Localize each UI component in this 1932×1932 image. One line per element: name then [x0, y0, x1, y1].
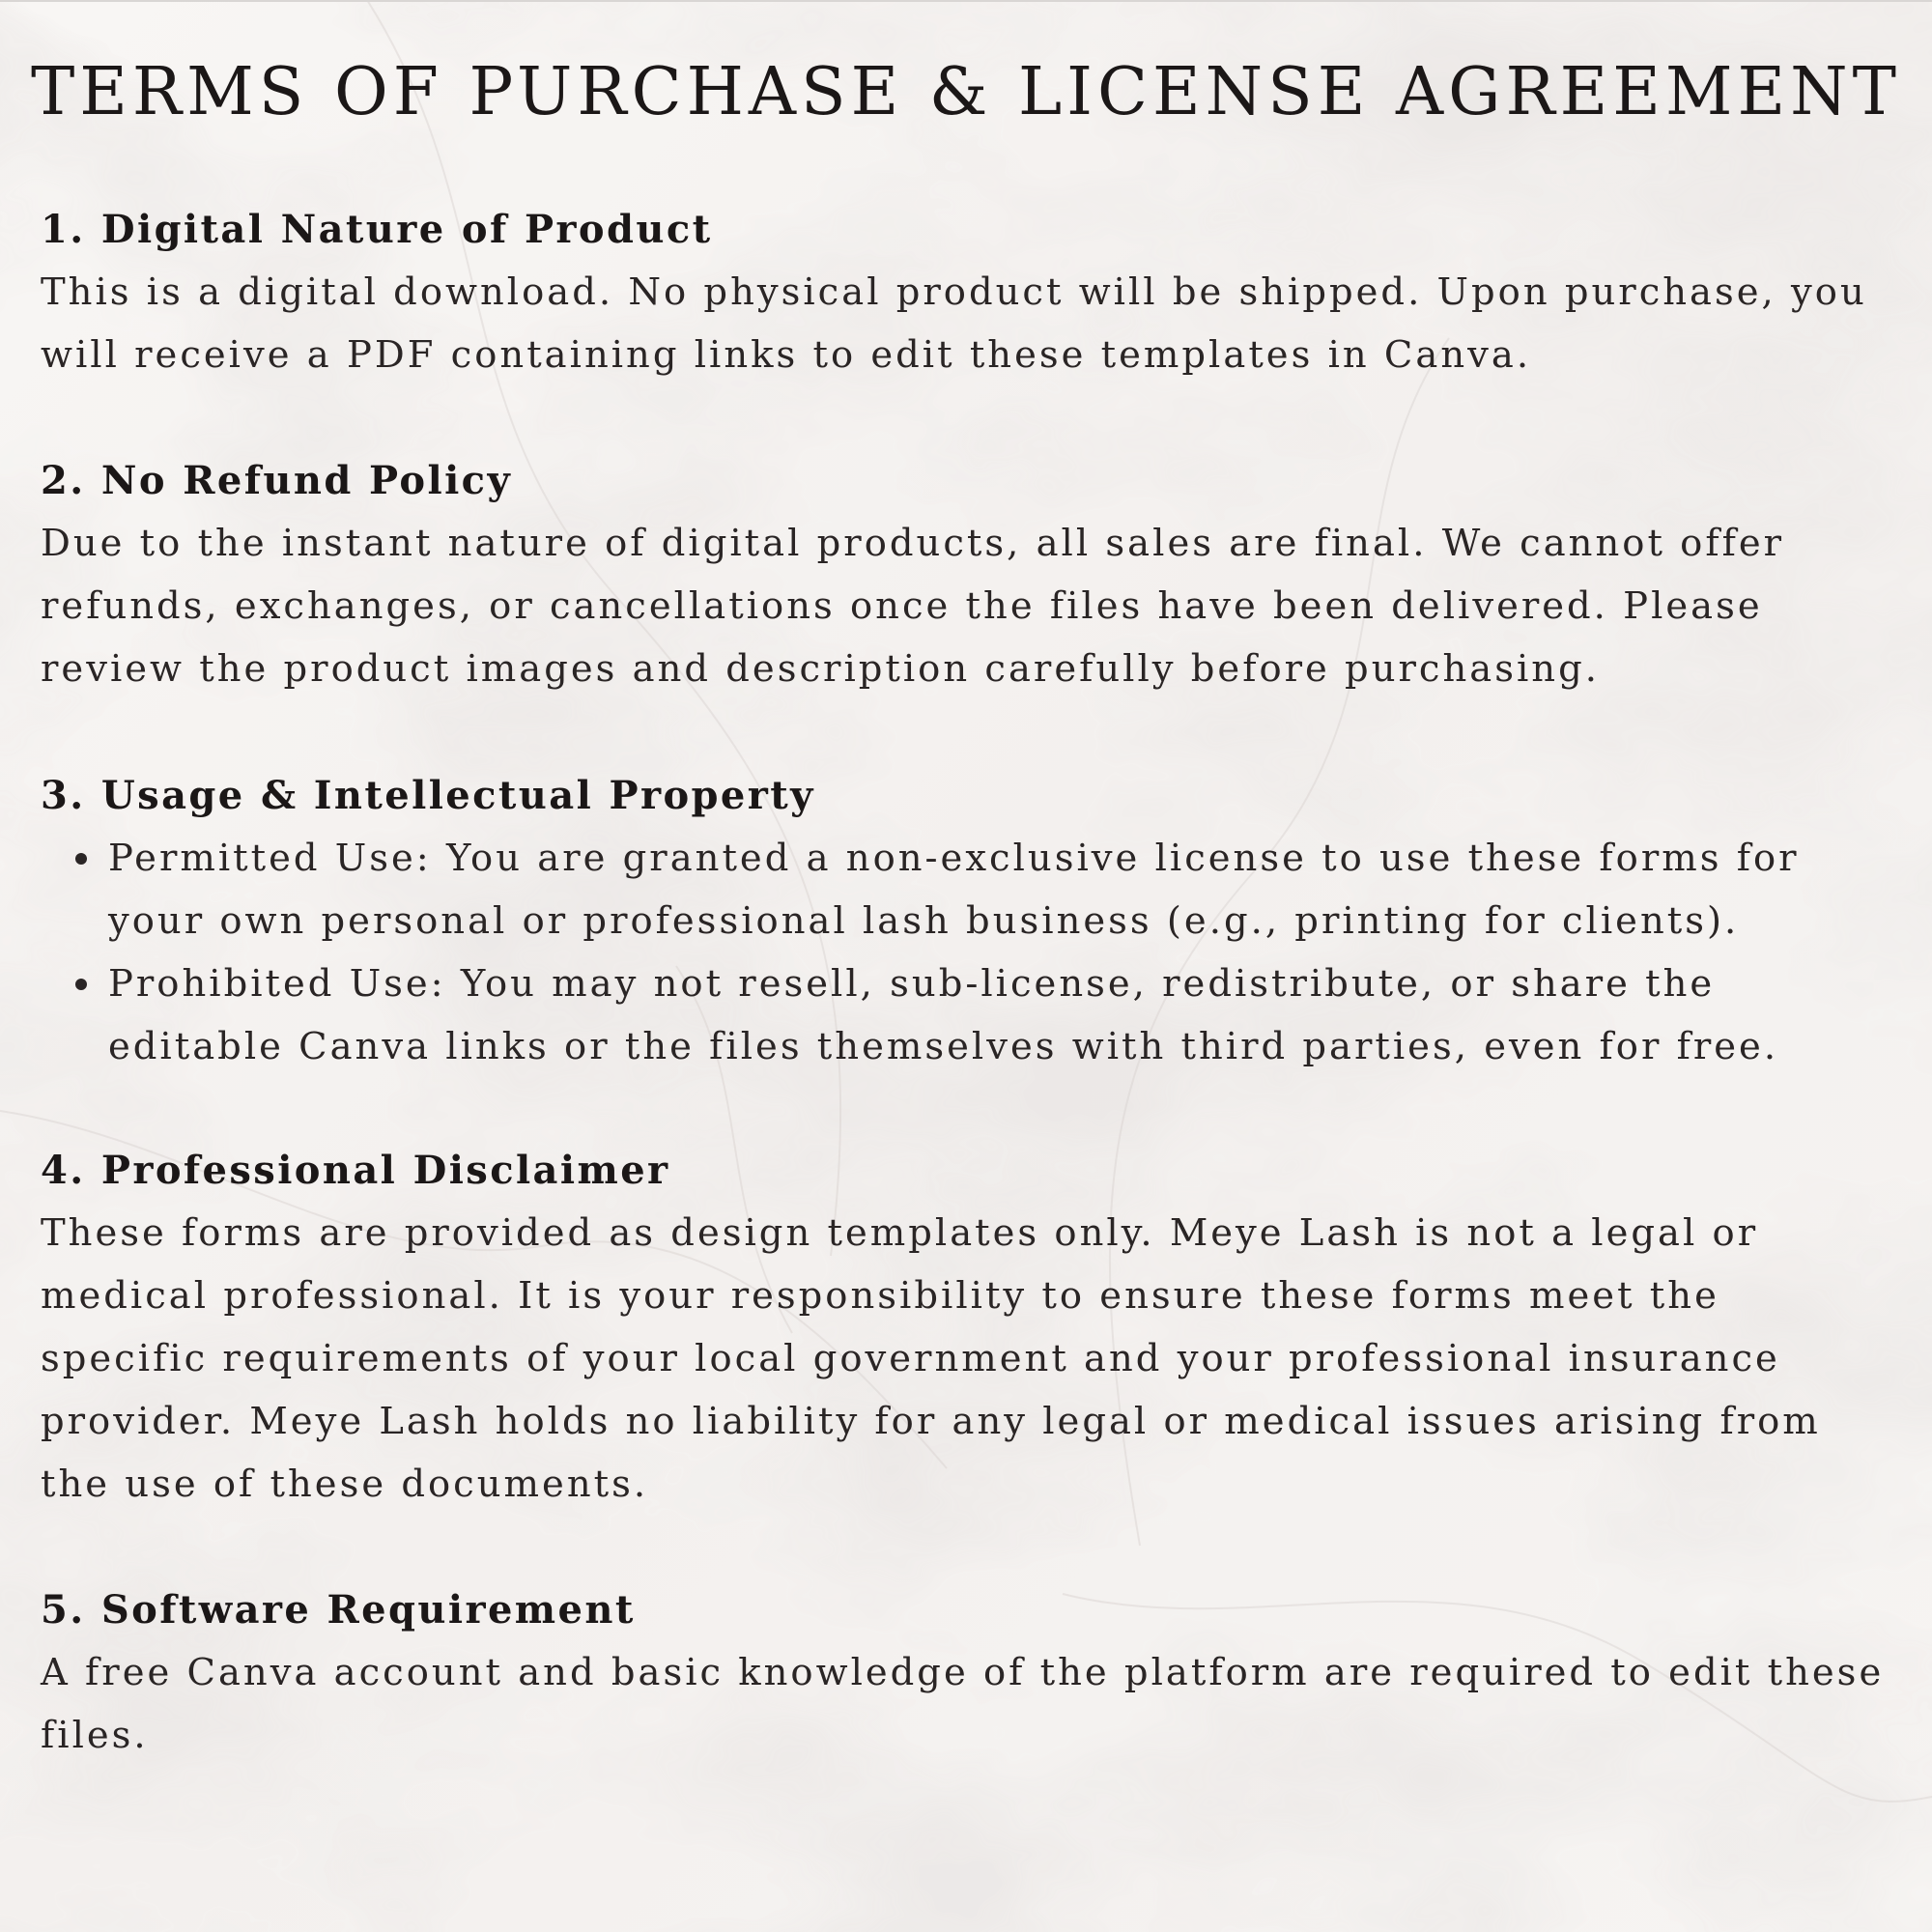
bullet-dot: [75, 979, 87, 990]
section-heading: 4. Professional Disclaimer: [41, 1148, 670, 1193]
section-heading: 5. Software Requirement: [41, 1587, 636, 1633]
page-title: TERMS OF PURCHASE & LICENSE AGREEMENT: [30, 54, 1902, 130]
section-software-requirement: [41, 1578, 1895, 1767]
section-heading: 2. No Refund Policy: [41, 458, 513, 503]
list-item-text: Permitted Use: You are granted a non-exclusive license to use these forms for your own personal or professional lash business (e.g., printing for clients).: [108, 837, 1800, 943]
section-body: This is a digital download. No physical product will be shipped. Upon purchase, you will receive a PDF containing links to edit these templates in Canva.: [41, 270, 1867, 377]
section-no-refund: [41, 449, 1895, 700]
list-item-text: Prohibited Use: You may not resell, sub-license, redistribute, or share the editable Canva links or the files themselves with third parties, even for free.: [108, 962, 1779, 1068]
section-heading: 3. Usage & Intellectual Property: [41, 773, 815, 818]
usage-list: [41, 827, 1895, 1078]
section-usage-ip: [41, 764, 1895, 1078]
list-item: [41, 952, 1895, 1078]
section-professional-disclaimer: [41, 1139, 1895, 1516]
list-item: [41, 827, 1895, 952]
section-body: A free Canva account and basic knowledge of the platform are required to edit these files.: [41, 1651, 1885, 1757]
section-body: Due to the instant nature of digital products, all sales are final. We cannot offer refunds, exchanges, or cancellations once the files have been delivered. Please review the product images and description carefully before purchasing.: [41, 522, 1785, 691]
bullet-dot: [75, 853, 87, 865]
section-heading: 1. Digital Nature of Product: [41, 207, 713, 252]
section-digital-nature: [41, 198, 1895, 386]
section-body: These forms are provided as design templates only. Meye Lash is not a legal or medical professional. It is your responsibility to ensure these forms meet the specific requirements of your local government and your professional insurance provider. Meye Lash holds no liability for any legal or medical issues arising from the use of these documents.: [41, 1211, 1821, 1506]
